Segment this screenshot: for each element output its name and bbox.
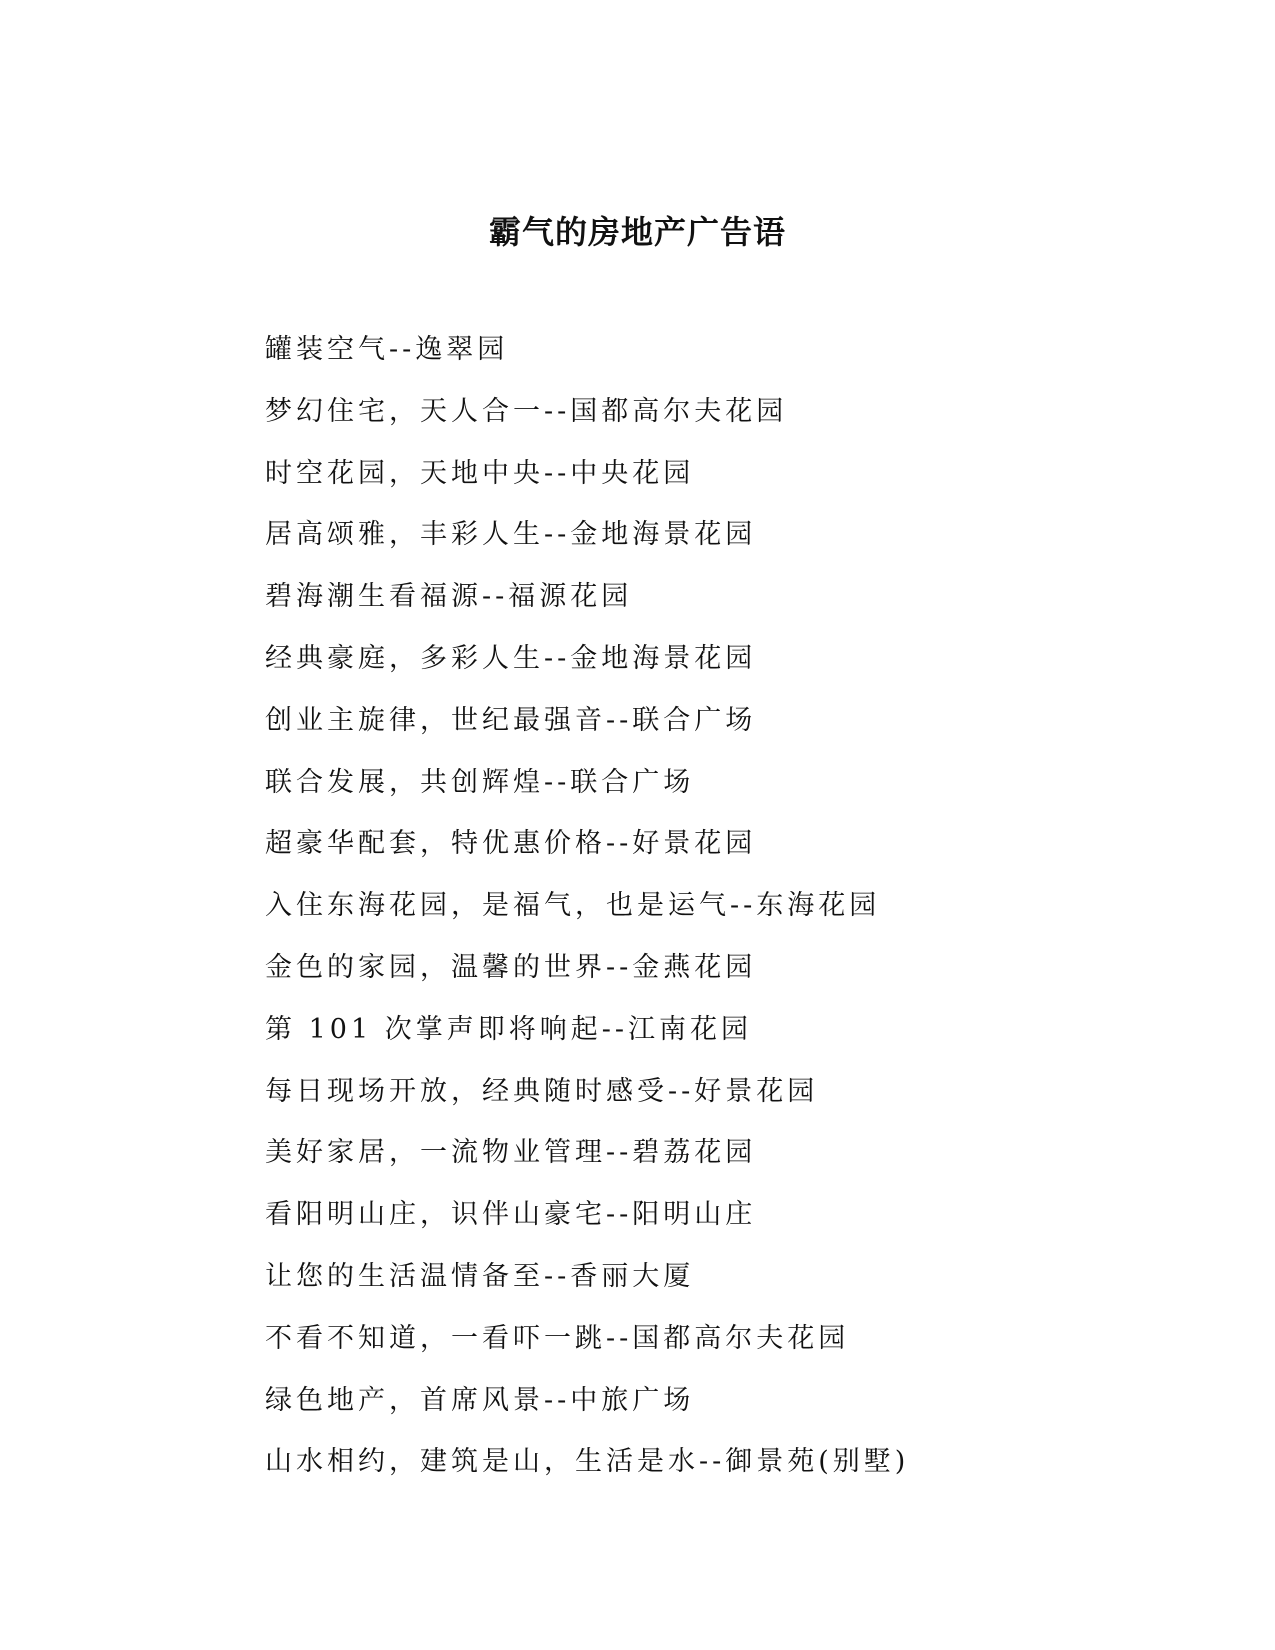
- list-item: 绿色地产，首席风景--中旅广场: [265, 1384, 695, 1416]
- list-item: 让您的生活温情备至--香丽大厦: [265, 1260, 695, 1292]
- list-item: 金色的家园，温馨的世界--金燕花园: [265, 951, 757, 983]
- list-item: 时空花园，天地中央--中央花园: [265, 457, 695, 489]
- page-title: 霸气的房地产广告语: [488, 213, 786, 251]
- list-item: 美好家居，一流物业管理--碧荔花园: [265, 1137, 757, 1169]
- list-item: 每日现场开放，经典随时感受--好景花园: [265, 1075, 819, 1107]
- list-item: 居高颂雅，丰彩人生--金地海景花园: [265, 519, 757, 551]
- list-item: 不看不知道，一看吓一跳--国都高尔夫花园: [265, 1322, 850, 1354]
- list-item: 入住东海花园，是福气，也是运气--东海花园: [265, 890, 881, 922]
- list-item: 第 101 次掌声即将响起--江南花园: [265, 1013, 752, 1045]
- slogan-list: [265, 330, 1165, 1504]
- list-item: 梦幻住宅，天人合一--国都高尔夫花园: [265, 395, 788, 427]
- list-item: 经典豪庭，多彩人生--金地海景花园: [265, 642, 757, 674]
- list-item: 碧海潮生看福源--福源花园: [265, 581, 633, 613]
- list-item: 山水相约，建筑是山，生活是水--御景苑(别墅): [265, 1446, 910, 1478]
- list-item: 超豪华配套，特优惠价格--好景花园: [265, 828, 757, 860]
- list-item: 联合发展，共创辉煌--联合广场: [265, 766, 695, 798]
- list-item: 看阳明山庄，识伴山豪宅--阳明山庄: [265, 1199, 757, 1231]
- list-item: 罐装空气--逸翠园: [265, 334, 509, 365]
- list-item: 创业主旋律，世纪最强音--联合广场: [265, 704, 757, 736]
